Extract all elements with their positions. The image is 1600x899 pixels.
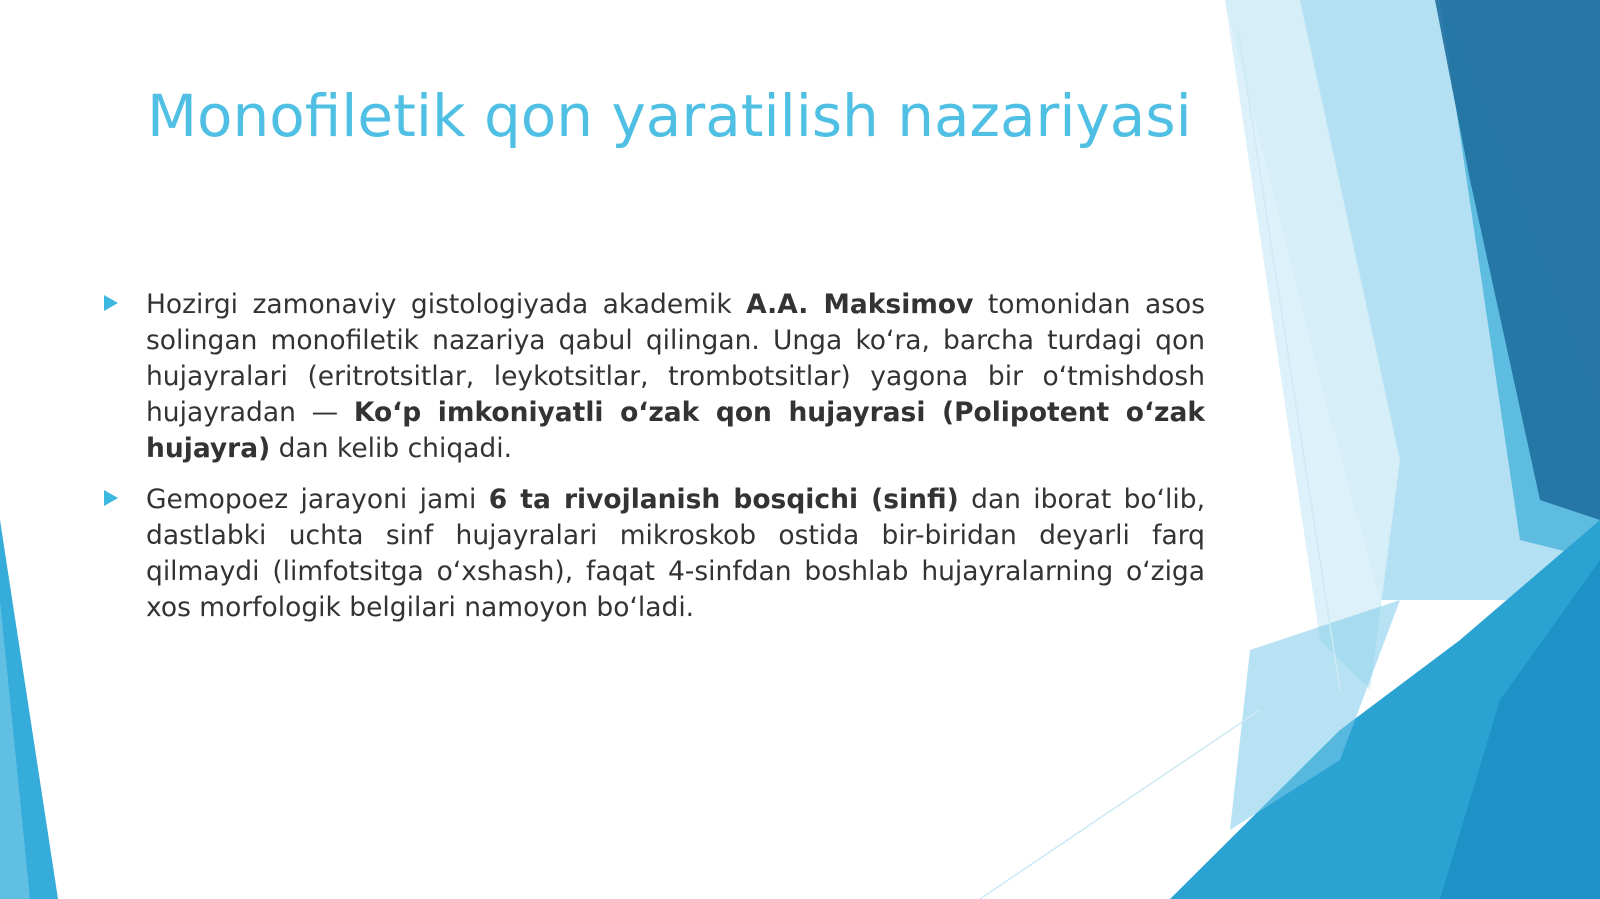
slide-title: Monofiletik qon yaratilish nazariyasi — [147, 82, 1192, 150]
bold-segment: Koʻp imkoniyatli oʻzak qon hujayrasi (Polipotent oʻzak hujayra) — [146, 397, 1205, 464]
text-segment: dan iborat boʻlib, dastlabki uchta sinf hujayralari mikroskob ostida bir-biridan deyarli farq qilmaydi (limfotsitga oʻxshash), faqat 4-sinfdan boshlab hujayralarning oʻziga xos morfologik belgilari namoyon boʻladi. — [146, 484, 1205, 623]
bullet-list — [100, 287, 1205, 641]
bullet-text — [146, 287, 1205, 467]
text-segment: Hozirgi zamonaviy gistologiyada akademik — [146, 289, 747, 320]
bullet-item — [100, 287, 1205, 467]
text-segment: dan kelib chiqadi. — [270, 433, 512, 464]
bold-segment: A.A. Maksimov — [746, 289, 974, 320]
triangle-right-icon — [104, 295, 118, 311]
bullet-text — [146, 482, 1205, 626]
bold-segment: 6 ta rivojlanish bosqichi (sinfi) — [488, 484, 959, 515]
text-segment: tomonidan asos solingan monofiletik nazariya qabul qilingan. Unga koʻra, barcha turdagi qon hujayralari (eritrotsitlar, leykotsitlar, trombotsitlar) yagona bir oʻtmishdosh hujayradan — — [146, 289, 1206, 428]
bullet-item — [100, 482, 1205, 626]
triangle-right-icon — [104, 490, 118, 506]
text-segment: Gemopoez jarayoni jami — [146, 484, 489, 515]
